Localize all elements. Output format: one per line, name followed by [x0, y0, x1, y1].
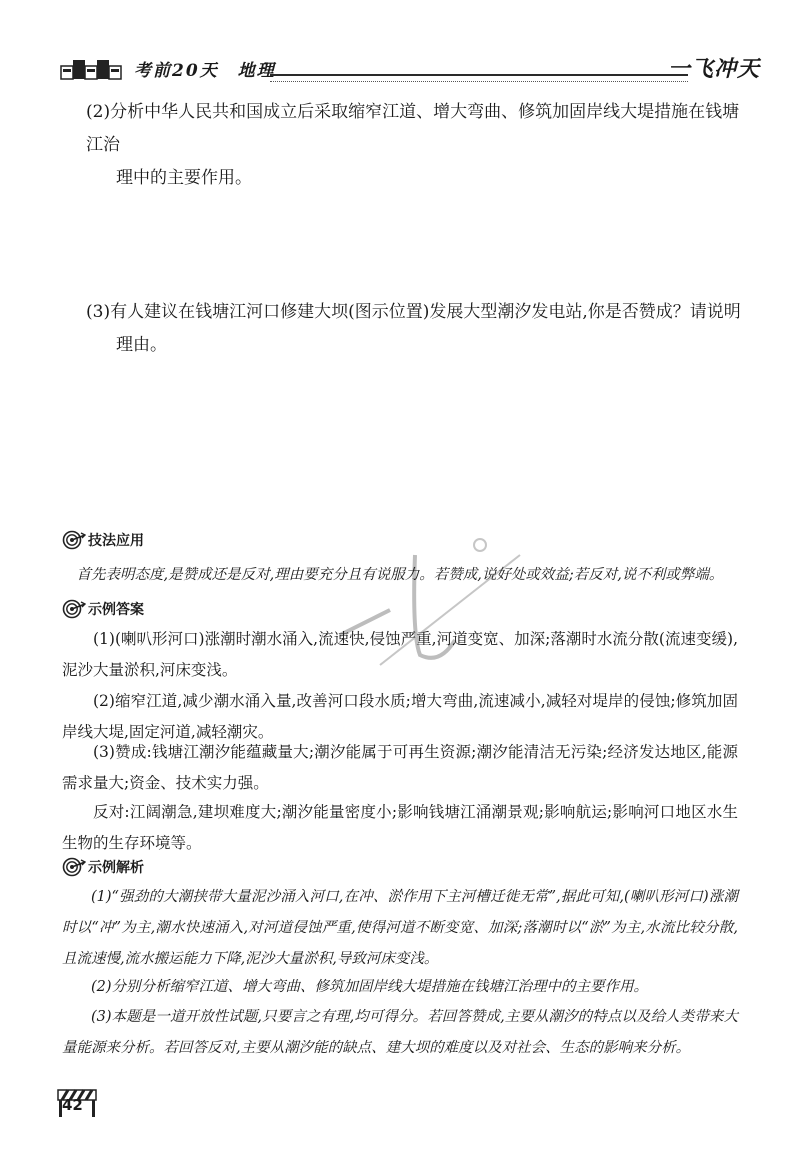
answer-paragraph-2: (2)缩窄江道,减少潮水涌入量,改善河口段水质;增大弯曲,流速减小,减轻对堤岸的侵蚀;修筑加固岸线大堤,固定河道,减轻潮灾。: [62, 692, 738, 741]
question-3-line-2: 理由。: [116, 335, 167, 355]
answer-paragraph-4: 反对:江阔潮急,建坝难度大;潮汐能量密度小;影响钱塘江涌潮景观;影响航运;影响河口地区水生生物的生存环境等。: [62, 803, 738, 852]
answer-paragraph-1: (1)(喇叭形河口)涨潮时潮水涌入,流速快,侵蚀严重,河道变宽、加深;落潮时水流分散(流速变缓),泥沙大量淤积,河床变浅。: [62, 630, 738, 679]
analysis-heading-label: 示例解析: [88, 860, 144, 876]
question-2-line-2: 理中的主要作用。: [116, 168, 252, 188]
question-3-line-1: (3)有人建议在钱塘江河口修建大坝(图示位置)发展大型潮汐发电站,你是否赞成？请说明: [86, 302, 741, 322]
analysis-paragraph-1: (1)“强劲的大潮挟带大量泥沙涌入河口,在冲、淤作用下主河槽迁徙无常”,据此可知,(喇叭形河口)涨潮时以“冲”为主,潮水快速涌入,对河道侵蚀严重,使得河道不断变宽、加深;落潮时以“淤”为主,水流比较分散,且流速慢,流水搬运能力下降,泥沙大量淤积,导致河床变浅。: [62, 889, 738, 967]
question-3: [86, 296, 746, 362]
technique-heading-label: 技法应用: [88, 533, 144, 549]
target-icon: [62, 530, 86, 550]
question-2: [86, 96, 746, 195]
question-2-line-1: (2)分析中华人民共和国成立后采取缩窄江道、增大弯曲、修筑加固岸线大堤措施在钱塘江治: [86, 102, 740, 155]
header-rule: [270, 74, 688, 82]
analysis-paragraph-2: (2)分别分析缩窄江道、增大弯曲、修筑加固岸线大堤措施在钱塘江治理中的主要作用。: [91, 979, 649, 995]
header-title: 考前20天 地理: [134, 61, 276, 81]
book-stack-logo-icon: [60, 58, 122, 80]
analysis-paragraph-3: (3)本题是一道开放性试题,只要言之有理,均可得分。若回答赞成,主要从潮汐的特点以及给人类带来大量能源来分析。若回答反对,主要从潮汐能的缺点、建大坝的难度以及对社会、生态的影响来分析。: [62, 1009, 738, 1056]
answer-paragraph-3: (3)赞成:钱塘江潮汐能蕴藏量大;潮汐能属于可再生资源;潮汐能清洁无污染;经济发达地区,能源需求量大;资金、技术实力强。: [62, 743, 738, 792]
technique-heading: [62, 529, 144, 551]
answer-heading-label: 示例答案: [88, 602, 144, 618]
answer-heading: [62, 598, 144, 620]
page-header: [60, 52, 760, 88]
technique-text: 首先表明态度,是赞成还是反对,理由要充分且有说服力。若赞成,说好处或效益;若反对,说不利或弊端。: [76, 567, 724, 583]
page-number: 42: [62, 1096, 83, 1114]
target-icon: [62, 857, 86, 877]
header-brand: 一飞冲天: [667, 56, 760, 82]
analysis-heading: [62, 856, 144, 878]
target-icon: [62, 599, 86, 619]
